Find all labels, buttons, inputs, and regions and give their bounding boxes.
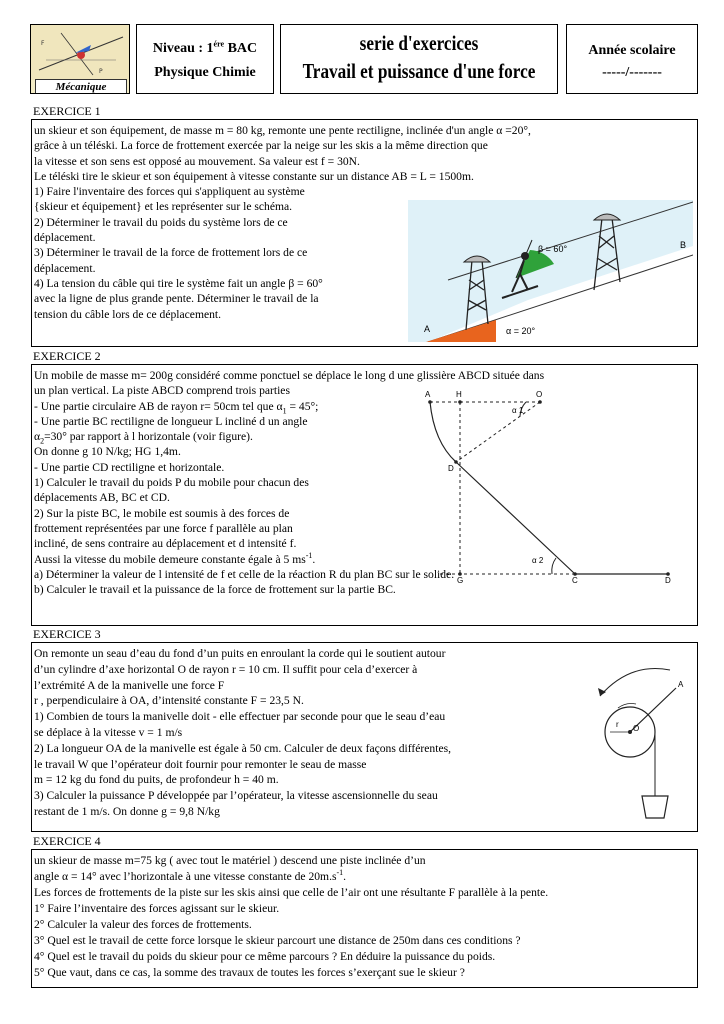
ex3-line: On remonte un seau d’eau du fond d’un puits en enroulant la corde qui le soutient autour [34,647,446,660]
ex1-line: {skieur et équipement} et les représenter sur le schéma. [34,200,293,214]
ex1-line: 4) La tension du câble qui tire le système fait un angle β = 60° [34,276,323,290]
ex4-text [34,853,548,981]
ex2-line: un plan vertical. La piste ABCD comprend trois parties [34,384,290,398]
point-a-label: A [425,390,431,399]
point-a-label: A [424,324,431,334]
point-g-label: G [457,576,464,585]
ex1-line: 2) Déterminer le travail du poids du système lors de ce [34,215,288,229]
ex4-line: angle α = 14° avec l’horizontale à une vitesse constante de $20m.s^{-1}$. [34,868,347,883]
ex4-line: 1° Faire l’inventaire des forces agissant sur le skieur. [34,902,280,915]
ex3-line: 3) Calculer la puissance P développée par l’opérateur, la vitesse ascensionnelle du seau [34,789,438,803]
ex2-title: EXERCICE 2 [33,349,101,363]
ski-lift-figure [408,200,693,342]
ex2-line: Aussi la vitesse du mobile demeure constante égale à 5 $ms^{-1}$. [34,550,316,566]
ex4-line: 3° Quel est le travail de cette force lorsque le skieur parcourt une distance de 250m dans ces conditions ? [34,934,521,947]
point-d-label: D [665,576,671,585]
ex2-line: - Une partie CD rectiligne et horizontale. [34,460,225,474]
svg-text:P: P [99,68,103,75]
point-c-label: C [572,576,578,585]
ex2-line: Un mobile de masse m= 200g considéré comme ponctuel se déplace le long d une glissière ABCD située dans [34,369,545,382]
series-subtitle: Travail et puissance d'une force [302,59,536,83]
ex1-line: 3) Déterminer le travail de la force de frottement lors de ce [34,246,308,260]
svg-text:F: F [41,40,45,47]
winch-figure [590,656,690,826]
ex3-title: EXERCICE 3 [33,627,101,641]
ex3-line: l’extrémité A de la manivelle une force F [34,678,225,692]
ex4-line: un skieur de masse m=75 kg ( avec tout le matériel ) descend une piste inclinée d’un [34,854,426,867]
alpha-label: α = 20° [506,326,536,336]
niveau-label: Niveau : $1^{ére}$ BAC [152,39,258,56]
ex1-line: la vitesse et son sens est opposé au mouvement. Sa valeur est f = 30N. [34,154,360,168]
ex2-line: 1) Calculer le travail du poids P du mobile pour chacun des [34,476,309,490]
point-a-label: A [678,680,684,689]
ex3-line: 2) La longueur OA de la manivelle est égale à 50 cm. Calculer de deux façons différentes, [34,741,452,755]
ex2-line: $\alpha_2=30^\circ$ par rapport à l horizontale (voir figure). [34,430,253,446]
ex2-line: frottement représentées par une force f parallèle au plan [34,521,293,535]
ex1-line: un skieur et son équipement, de masse m = 80 kg, remonte une pente rectiligne, inclinée d'un angle α =20°, [34,124,531,137]
ex2-line: 2) Sur la piste BC, le mobile est soumis à des forces de [34,506,290,520]
radius-label: r [616,720,619,729]
ex2-line: a) Déterminer la valeur de l intensité de f et celle de la réaction R du plan BC sur le solide. [34,567,455,581]
ex3-line: restant de 1 m/s. On donne g = 9,8 N/kg [34,804,220,818]
series-title: serie d'exercices [359,31,479,55]
point-b-label: B [680,240,687,250]
ex4-line: 5° Que vaut, dans ce cas, la somme des travaux de toutes les forces s’exerçant sue le skieur ? [34,966,465,979]
ex1-title: EXERCICE 1 [33,104,101,118]
niveau-box [136,24,274,94]
ex1-line: déplacement. [34,231,96,245]
ex4-line: 4° Quel est le travail du poids du skieur pour ce même parcours ? En déduire la puissance du poids. [34,950,496,963]
logo-box [30,24,130,94]
ex3-line: m = 12 kg du fond du puits, de profondeur h = 40 m. [34,773,279,787]
ex2-line: - Une partie BC rectiligne de longueur L incliné d un angle [34,414,308,428]
alpha2-label: α 2 [532,556,544,565]
point-b-label: D [448,464,454,473]
ex1-line: avec la ligne de plus grande pente. Déterminer le travail de la [34,292,319,306]
ex3-line: se déplace à la vitesse v = 1 m/s [34,725,183,739]
ex4-line: Les forces de frottements de la piste sur les skis ainsi que celle de l’air ont une résultante F parallèle à la pente. [34,886,549,899]
ex1-line: grâce à un téléski. La force de frottement exercée par la neige sur les skis a la même direction que [34,139,488,153]
ex2-line: déplacements AB, BC et CD. [34,491,170,505]
ex1-line: tension du câble lors de ce déplacement. [34,307,222,321]
ex3-text [34,646,451,820]
subject-label: Physique Chimie [154,65,256,80]
ex2-line: incliné, de sens contraire au déplacement et d intensité f. [34,537,297,551]
ex1-line: 1) Faire l'inventaire des forces qui s'appliquent au système [34,185,305,199]
ex4-line: 2° Calculer la valeur des forces de frottements. [34,918,252,931]
beta-label: β = 60° [538,244,568,254]
point-o-label: O [536,390,543,399]
ex1-line: déplacement. [34,261,96,275]
alpha1-label: α 1 [512,406,524,415]
year-value: -----/------- [602,65,662,80]
track-figure [420,390,690,590]
ex2-line: b) Calculer le travail et la puissance de la force de frottement sur la partie BC. [34,583,396,597]
ex3-line: le travail W que l’opérateur doit fournir pour remonter le seau de masse [34,757,367,771]
point-o-label: O [633,724,640,733]
title-box [280,24,558,94]
point-h-label: H [456,390,462,399]
ex4-title: EXERCICE 4 [33,834,101,848]
logo-label: Mécanique [35,79,127,94]
year-box [566,24,698,94]
ex1-line: Le téléski tire le skieur et son équipement à vitesse constante sur un distance AB = L = 1500m. [34,169,474,183]
ex2-line: - Une partie circulaire AB de rayon r= 50cm tel que $\alpha_1 = 45^\circ$; [34,399,319,415]
ex3-line: d’un cylindre d’axe horizontal O de rayon r = 10 cm. Il suffit pour cela d’exercer à [34,662,418,676]
ex3-line: 1) Combien de tours la manivelle doit - elle effectuer par seconde pour que le seau d’eau [34,710,446,724]
year-label: Année scolaire [588,43,676,58]
ex2-line: On donne g 10 N/kg; HG 1,4m. [34,445,181,459]
ex3-line: r , perpendiculaire à OA, d’intensité constante F = 23,5 N. [34,694,304,708]
